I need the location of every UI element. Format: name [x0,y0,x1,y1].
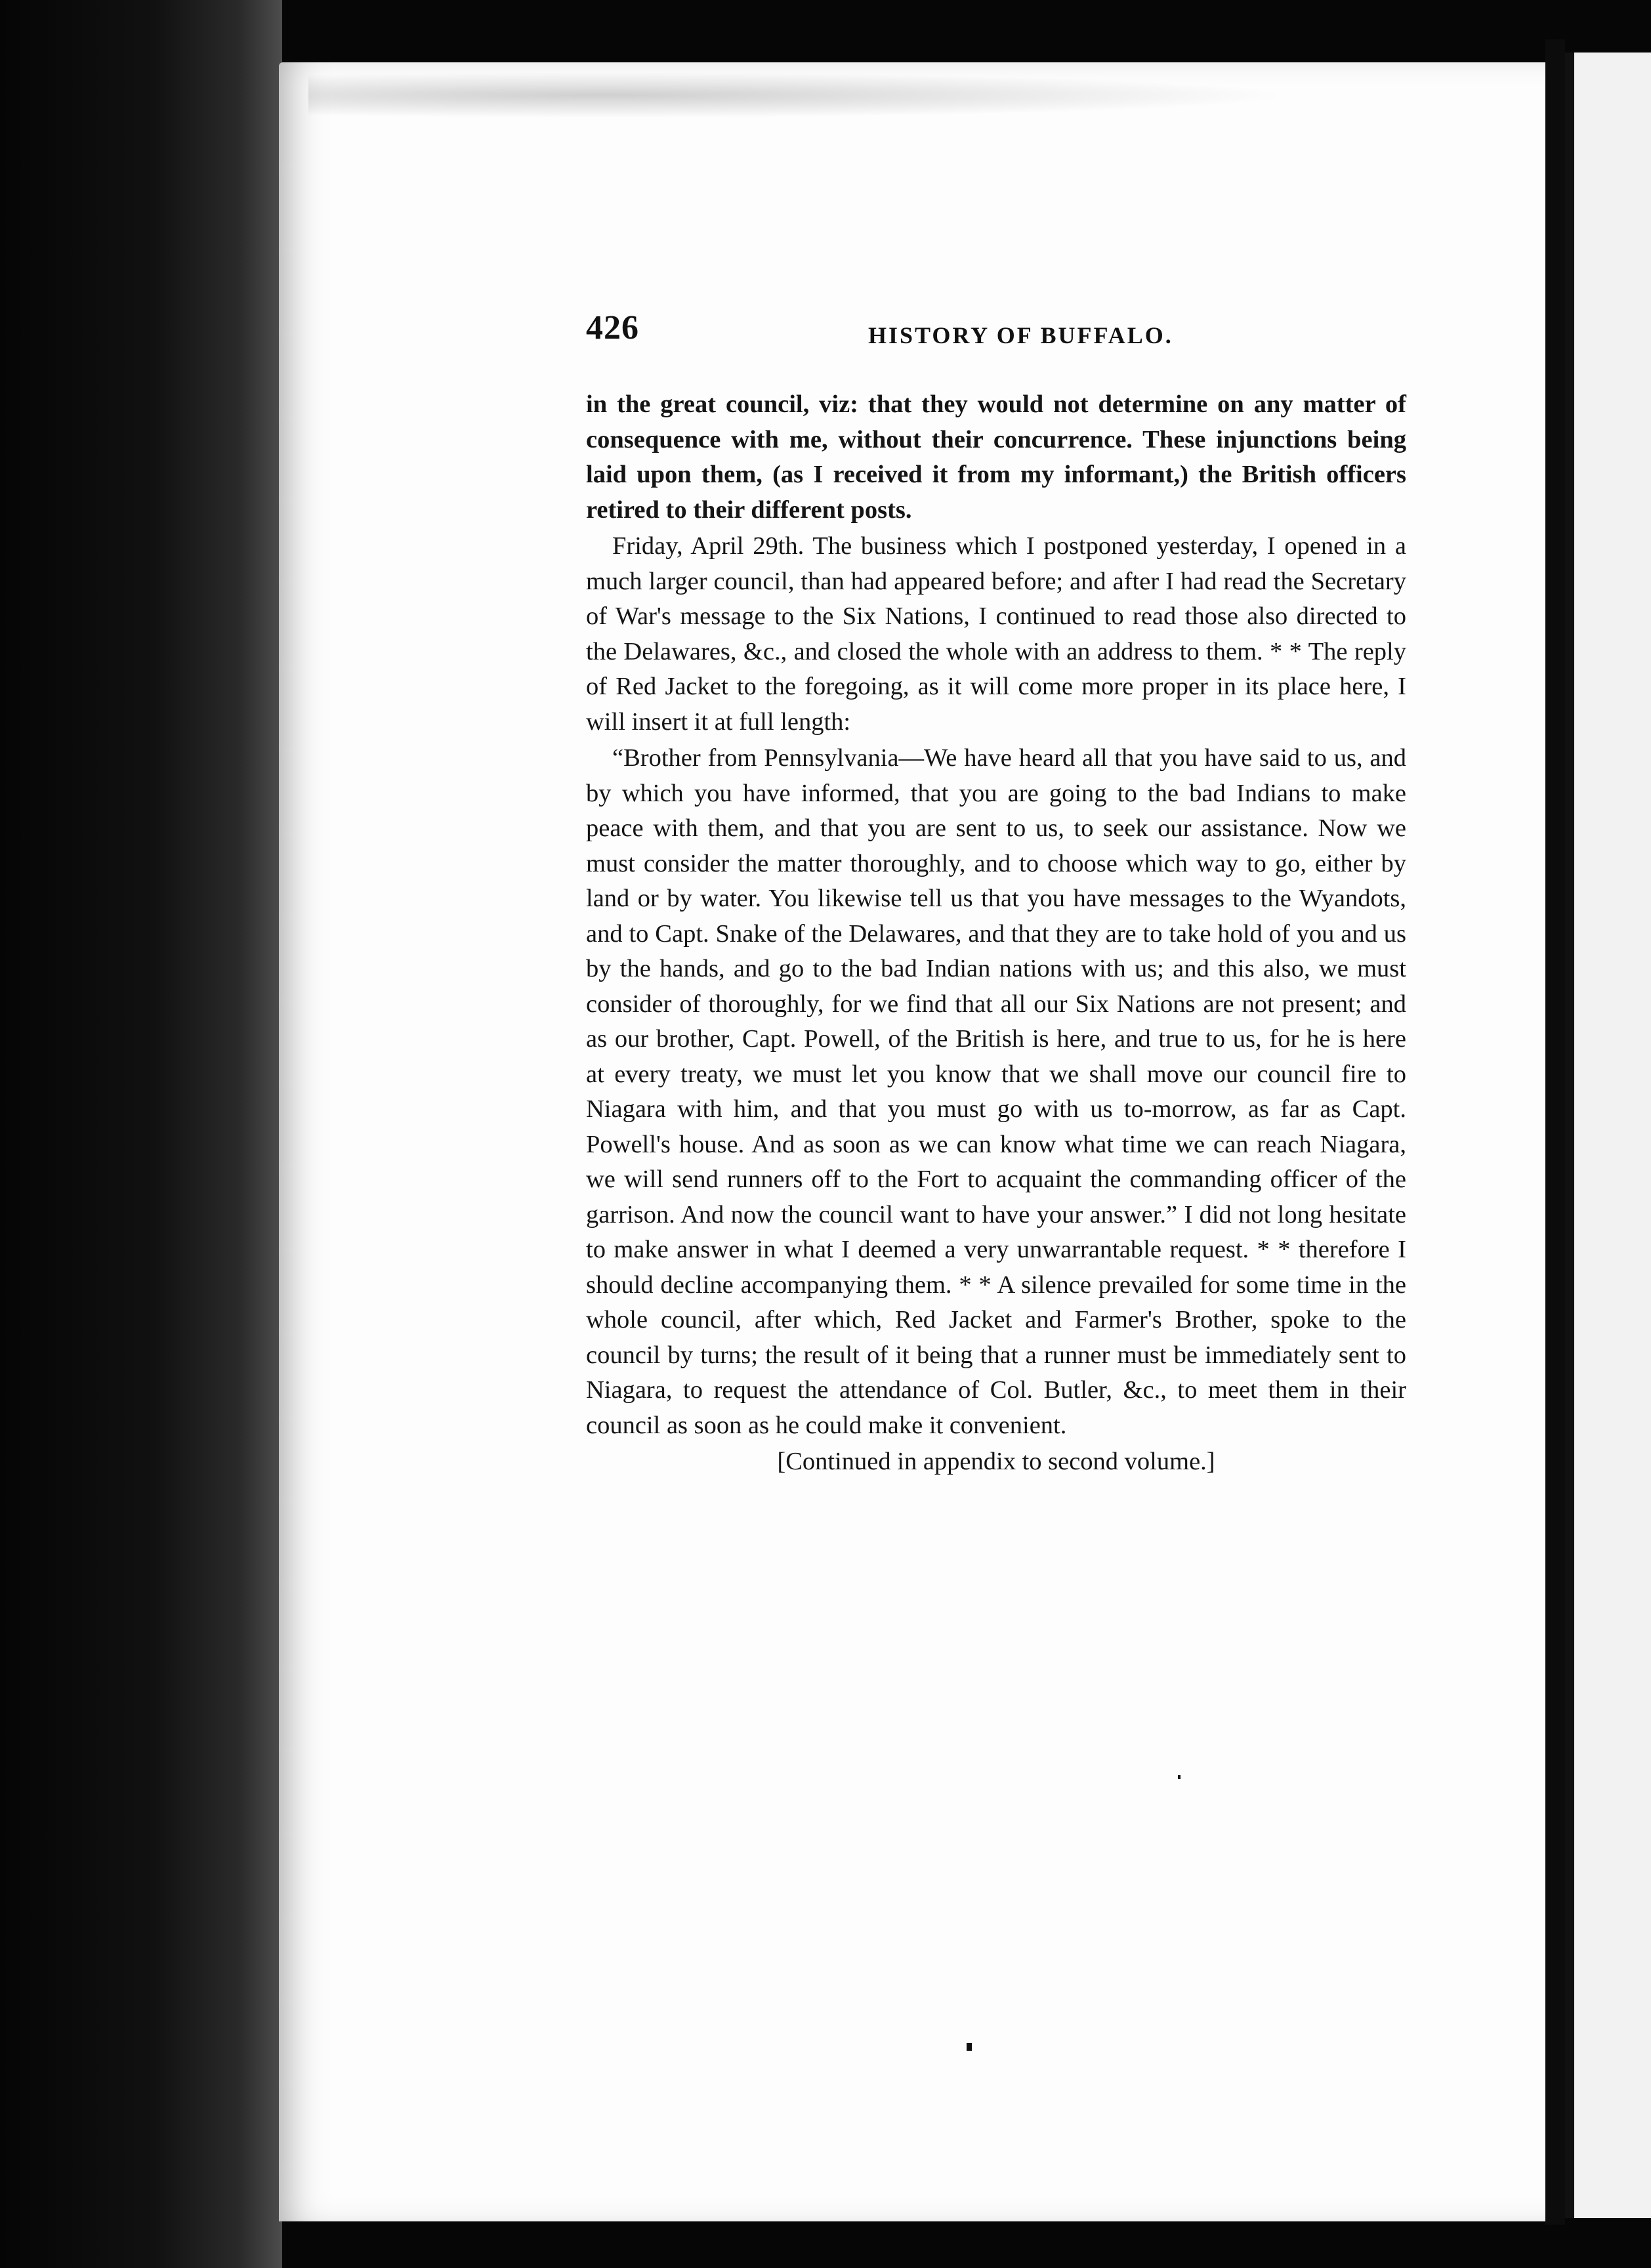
book-gutter [1545,39,1565,2225]
continued-note: [Continued in appendix to second volume.] [777,1448,1215,1475]
red-jacket-speech-paragraph: “Brother from Pennsylvania—We have heard all that you have said to us, and by which you have informed, that you are going to the bad Indians to make peace with them, and that you are sent to us, to seek our assistance. Now we must consider the matter thoroughly, and to choose which way to go, either by land or by water. You likewise tell us that you have messages to the Wyandots, and to Capt. Snake of the Delawares, and that they are to take hold of you and us by the hands, and go to the bad Indian nations with us; and this also, we must consider of thoroughly, for we find that all our Six Nations are not present; and as our brother, Capt. Powell, of the British is here, and true to us, for he is here at every treaty, we must let you know that we shall move our council fire to Niagara with him, and that you must go with us to-morrow, as far as Capt. Powell's house. And as soon as we can know what time we can reach Niagara, we will send runners off to the Fort to acquaint the commanding officer of the garrison. And now the council want to have your answer.” I did not long hesitate to make answer in what I deemed a very unwarrantable request. * * therefore I should decline accompanying them. * * A silence prevailed for some time in the whole council, after which, Red Jacket and Farmer's Brother, spoke to the council by turns; the result of it being that a runner must be immediately sent to Niagara, to request the attendance of Col. Butler, &c., to meet them in their council as soon as he could make it convenient. [586,744,1406,1439]
ink-speck [1178,1775,1181,1779]
page-number: 426 [586,309,639,346]
opening-paragraph: in the great council, viz: that they would not determine on any matter of consequence with me, without their concurrence. These injunctions being laid upon them, (as I received it from my informant,) the British officers retired to their different posts. [586,390,1406,524]
ink-speck [967,2043,972,2051]
friday-paragraph: Friday, April 29th. The business which I postponed yesterday, I opened in a much larger council, than had appeared before; and after I had read the Secretary of War's message to the Six Nations, I continued to read those also directed to the Delawares, &c., and closed the whole with an address to them. * * The reply of Red Jacket to the foregoing, as it will come more proper in its place here, I will insert it at full length: [586,532,1406,736]
page-smudge [308,72,1293,118]
body-text [586,387,1406,1480]
page-header [586,308,1406,361]
scan-left-margin [0,0,282,2268]
running-head: HISTORY OF BUFFALO. [868,322,1173,348]
adjacent-page-edge [1565,52,1651,2218]
